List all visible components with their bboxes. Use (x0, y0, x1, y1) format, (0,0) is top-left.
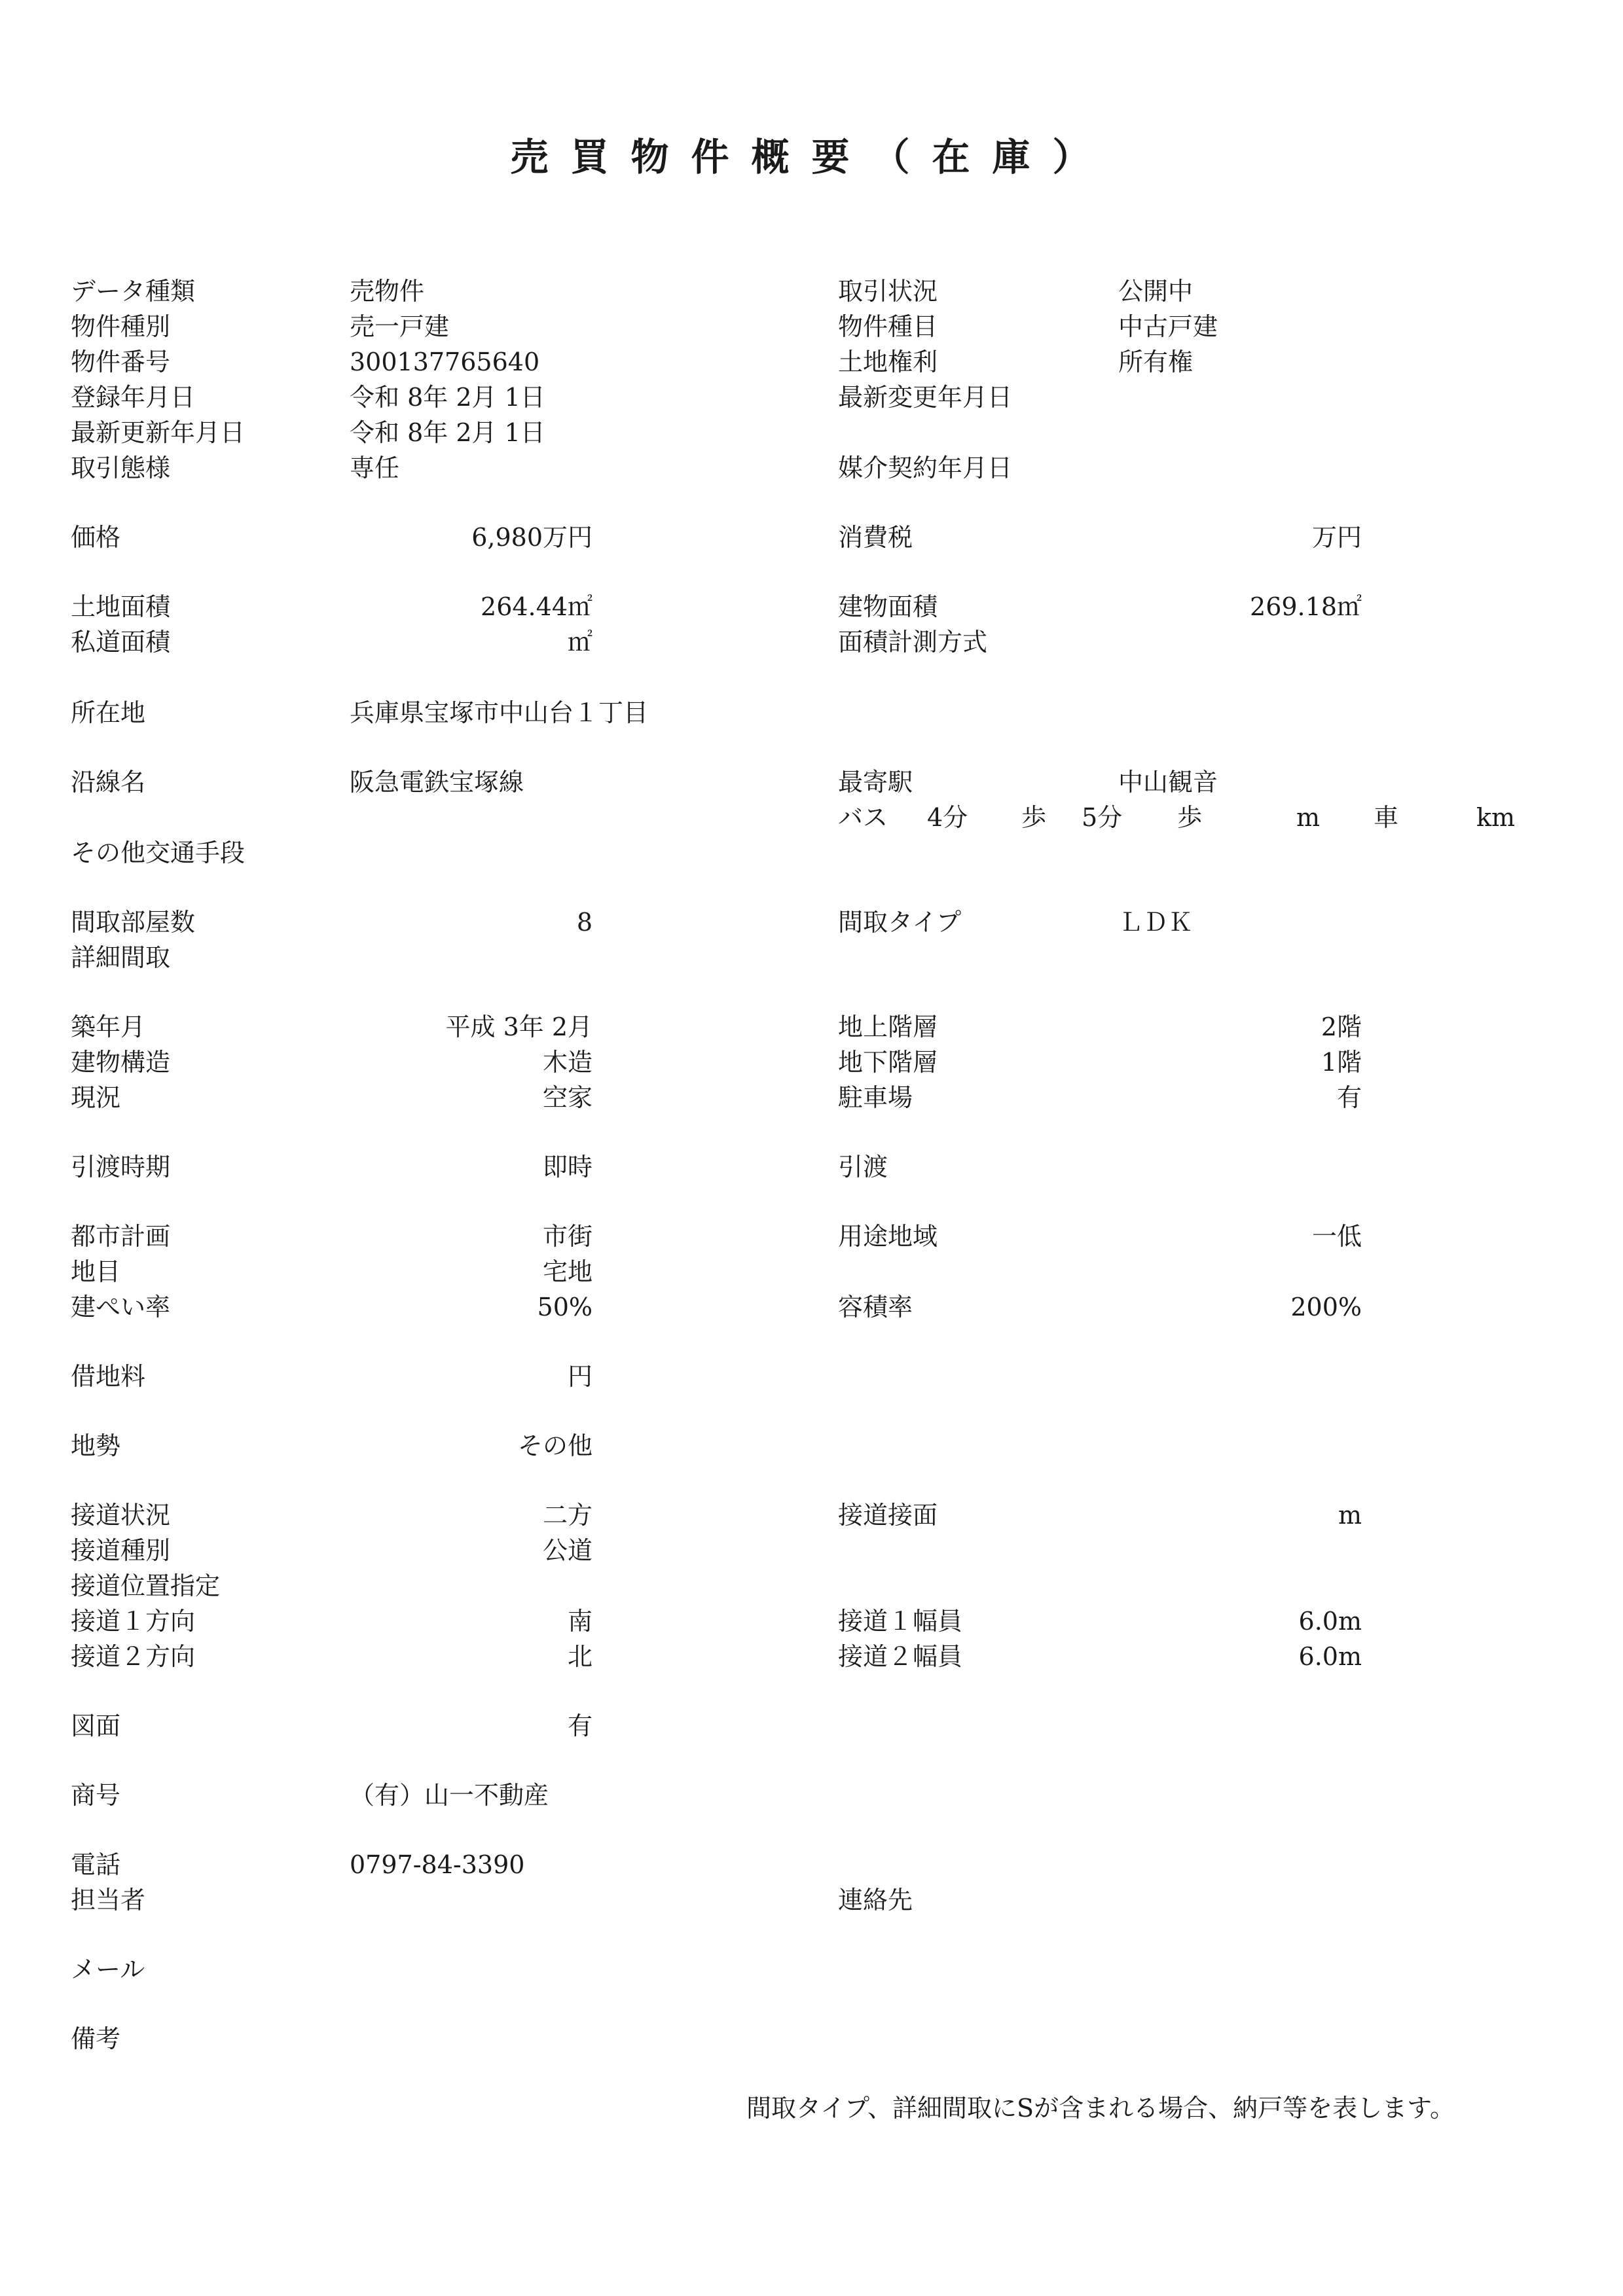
label-building-area: 建物面積 (838, 592, 938, 621)
label-road-designation: 接道位置指定 (71, 1571, 221, 1600)
value-data-type: 売物件 (350, 277, 425, 306)
label-floors-below: 地下階層 (838, 1048, 938, 1077)
value-deal-status: 公開中 (1118, 277, 1194, 306)
value-use-zone: 一低 (1311, 1222, 1362, 1251)
value-property-kind: 売一戸建 (350, 312, 450, 341)
value-structure: 木造 (542, 1048, 593, 1077)
value-road1-width: 6.0m (1298, 1607, 1362, 1636)
label-handover-time: 引渡時期 (71, 1153, 171, 1181)
label-land-rent: 借地料 (71, 1362, 146, 1391)
access-bus-label: バス (838, 803, 888, 832)
value-coverage-ratio: 50% (537, 1293, 593, 1321)
label-property-number: 物件番号 (71, 348, 171, 376)
label-latest-change-date: 最新変更年月日 (838, 383, 1013, 412)
label-area-measure-method: 面積計測方式 (838, 628, 988, 656)
access-walk2-label: 歩 (1177, 803, 1203, 832)
value-built-date: 平成 3年 2月 (445, 1013, 593, 1041)
value-handover-time: 即時 (542, 1153, 593, 1181)
label-road1-direction: 接道１方向 (71, 1607, 196, 1636)
value-phone: 0797-84-3390 (350, 1850, 525, 1879)
value-trade-name: （有）山一不動産 (350, 1781, 549, 1810)
label-current-status: 現況 (71, 1083, 121, 1112)
value-current-status: 空家 (542, 1083, 593, 1112)
label-room-count: 間取部屋数 (71, 908, 196, 937)
value-road2-width: 6.0m (1298, 1642, 1362, 1671)
value-city-planning: 市街 (542, 1222, 593, 1251)
value-building-area: 269.18㎡ (1250, 592, 1362, 621)
value-land-area: 264.44㎡ (481, 592, 593, 621)
value-room-count: 8 (576, 908, 593, 937)
value-room-type: ＬＤＫ (1118, 908, 1194, 937)
access-km-unit: km (1476, 803, 1516, 832)
value-latest-update-date: 令和 8年 2月 1日 (350, 418, 545, 447)
label-latest-update-date: 最新更新年月日 (71, 418, 246, 447)
value-private-road-area: ㎡ (567, 628, 593, 656)
label-land-category: 地目 (71, 1257, 121, 1286)
access-bus-value: 4分 (927, 803, 968, 832)
value-land-right: 所有権 (1118, 348, 1194, 376)
label-structure: 建物構造 (71, 1048, 171, 1077)
label-remarks: 備考 (71, 2024, 121, 2053)
label-person-in-charge: 担当者 (71, 1886, 146, 1914)
label-property-kind: 物件種別 (71, 312, 171, 341)
label-price: 価格 (71, 523, 121, 552)
value-consumption-tax: 万円 (1311, 523, 1362, 552)
value-floors-below: 1階 (1321, 1048, 1362, 1077)
value-terrain: その他 (517, 1431, 593, 1460)
value-nearest-station: 中山観音 (1118, 768, 1218, 797)
label-data-type: データ種類 (71, 277, 196, 306)
label-coverage-ratio: 建ぺい率 (71, 1293, 171, 1321)
label-line-name: 沿線名 (71, 768, 146, 797)
label-deal-form: 取引態様 (71, 454, 171, 482)
value-property-item: 中古戸建 (1118, 312, 1218, 341)
label-nearest-station: 最寄駅 (838, 768, 913, 797)
value-road1-direction: 南 (567, 1607, 593, 1636)
value-property-number: 300137765640 (350, 348, 540, 376)
label-land-right: 土地権利 (838, 348, 938, 376)
label-room-type: 間取タイプ (838, 908, 962, 937)
label-built-date: 築年月 (71, 1013, 146, 1041)
label-contact: 連絡先 (838, 1886, 913, 1914)
value-land-rent: 円 (567, 1362, 593, 1391)
label-parking: 駐車場 (838, 1083, 913, 1112)
label-property-item: 物件種目 (838, 312, 938, 341)
label-road-frontage: 接道接面 (838, 1501, 938, 1530)
value-road-type: 公道 (542, 1536, 593, 1565)
label-other-transport: その他交通手段 (71, 838, 246, 867)
value-price: 6,980万円 (471, 523, 593, 552)
label-email: メール (71, 1955, 145, 1984)
label-land-area: 土地面積 (71, 592, 171, 621)
access-meter-unit: m (1296, 803, 1321, 832)
label-location: 所在地 (71, 698, 146, 727)
value-floors-above: 2階 (1321, 1013, 1362, 1041)
value-registered-date: 令和 8年 2月 1日 (350, 383, 545, 412)
footnote: 間取タイプ、詳細間取にSが含まれる場合、納戸等を表します。 (746, 2094, 1455, 2123)
access-car-label: 車 (1374, 803, 1399, 832)
value-drawing: 有 (567, 1712, 593, 1740)
label-agency-contract-date: 媒介契約年月日 (838, 454, 1013, 482)
label-drawing: 図面 (71, 1712, 121, 1740)
access-walk1-label: 歩 (1021, 803, 1047, 832)
label-floor-area-ratio: 容積率 (838, 1293, 913, 1321)
value-road-status: 二方 (542, 1501, 593, 1530)
access-walk1-value: 5分 (1082, 803, 1123, 832)
page-title: 売買物件概要（在庫） (510, 135, 1113, 179)
label-road-type: 接道種別 (71, 1536, 171, 1565)
label-detail-layout: 詳細間取 (71, 943, 171, 972)
label-private-road-area: 私道面積 (71, 628, 171, 656)
value-deal-form: 専任 (350, 454, 400, 482)
value-land-category: 宅地 (542, 1257, 593, 1286)
label-handover: 引渡 (838, 1153, 888, 1181)
value-floor-area-ratio: 200% (1290, 1293, 1362, 1321)
value-location: 兵庫県宝塚市中山台１丁目 (350, 698, 649, 727)
label-consumption-tax: 消費税 (838, 523, 913, 552)
value-road-frontage: m (1338, 1501, 1362, 1530)
label-trade-name: 商号 (71, 1781, 121, 1810)
label-road-status: 接道状況 (71, 1501, 171, 1530)
label-registered-date: 登録年月日 (71, 383, 196, 412)
label-road1-width: 接道１幅員 (838, 1607, 963, 1636)
value-line-name: 阪急電鉄宝塚線 (350, 768, 524, 797)
value-parking: 有 (1336, 1083, 1362, 1112)
label-floors-above: 地上階層 (838, 1013, 938, 1041)
label-use-zone: 用途地域 (838, 1222, 938, 1251)
label-deal-status: 取引状況 (838, 277, 938, 306)
value-road2-direction: 北 (567, 1642, 593, 1671)
label-terrain: 地勢 (71, 1431, 121, 1460)
label-phone: 電話 (71, 1850, 121, 1879)
label-road2-width: 接道２幅員 (838, 1642, 963, 1671)
label-road2-direction: 接道２方向 (71, 1642, 196, 1671)
label-city-planning: 都市計画 (71, 1222, 171, 1251)
